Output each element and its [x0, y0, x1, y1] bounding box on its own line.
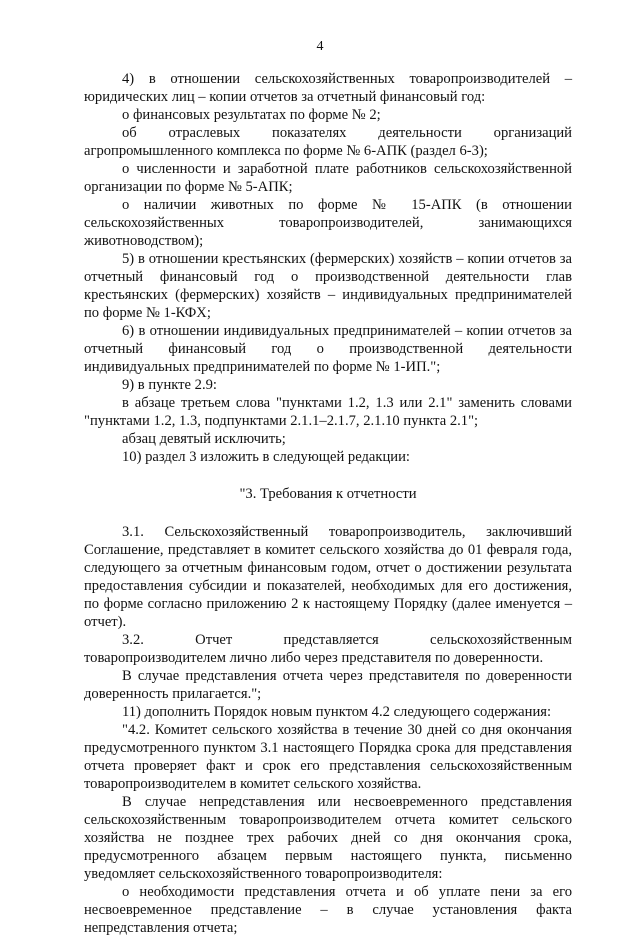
paragraph-nonsubmission: В случае непредставления или несвоевременного представления сельскохозяйственным товаропроизводителем отчета комитет сельского хозяйства не позднее трех рабочих дней со дня окончания срока, предусмотренного абзацем первым настоящего пункта, письменно уведомляет сельскохозяйственного товаропроизводителя:: [84, 794, 572, 882]
paragraph-exclude-ninth: абзац девятый исключить;: [122, 431, 286, 447]
paragraph-replace-words: в абзаце третьем слова "пунктами 1.2, 1.3 или 2.1" заменить словами "пунктами 1.2, 1.3, подпунктами 2.1.1–2.1.7, 2.1.10 пункта 2.1";: [84, 395, 572, 429]
paragraph-4-2: "4.2. Комитет сельского хозяйства в течение 30 дней со дня окончания предусмотренного пунктом 3.1 настоящего Порядка срока для представления отчета проверяет факт и срок его представления сельскохозяйственным товаропроизводителем в комитет сельского хозяйства.: [84, 722, 572, 792]
paragraph-item-6: 6) в отношении индивидуальных предпринимателей – копии отчетов за отчетный финансовый год о производственной деятельности индивидуальных предпринимателей по форме № 1-ИП.";: [84, 323, 572, 375]
paragraph-industry-indicators: об отраслевых показателях деятельности организаций агропромышленного комплекса по форме № 6-АПК (раздел 6-3);: [84, 125, 572, 159]
paragraph-financial-results: о финансовых результатах по форме № 2;: [122, 107, 381, 123]
paragraph-power-of-attorney: В случае представления отчета через представителя по доверенности доверенность прилагается.";: [84, 668, 572, 702]
paragraph-penalty: о необходимости представления отчета и об уплате пени за его несвоевременное представление – в случае установления факта непредставления отчета;: [84, 884, 572, 936]
paragraph-item-5: 5) в отношении крестьянских (фермерских) хозяйств – копии отчетов за отчетный финансовый год о производственной деятельности глав крестьянских (фермерских) хозяйств – индивидуальных предпринимателей по форме № 1-КФХ;: [84, 251, 572, 321]
paragraph-item-9: 9) в пункте 2.9:: [122, 377, 217, 393]
page-number: 4: [316, 39, 324, 54]
paragraph-item-4: 4) в отношении сельскохозяйственных товаропроизводителей – юридических лиц – копии отчетов за отчетный финансовый год:: [84, 71, 572, 105]
section-heading: "3. Требования к отчетности: [239, 486, 417, 502]
paragraph-item-10: 10) раздел 3 изложить в следующей редакции:: [122, 449, 410, 465]
paragraph-item-11: 11) дополнить Порядок новым пунктом 4.2 следующего содержания:: [122, 704, 552, 720]
paragraph-3-2: 3.2. Отчет представляется сельскохозяйственным товаропроизводителем лично либо через представителя по доверенности.: [84, 632, 572, 666]
paragraph-animals: о наличии животных по форме № 15-АПК (в отношении сельскохозяйственных товаропроизводителей, занимающихся животноводством);: [84, 197, 572, 249]
paragraph-staff-salary: о численности и заработной плате работников сельскохозяйственной организации по форме № 5-АПК;: [84, 161, 572, 195]
document-body: [84, 70, 572, 937]
paragraph-3-1: 3.1. Сельскохозяйственный товаропроизводитель, заключивший Соглашение, представляет в комитет сельского хозяйства до 01 февраля года, следующего за отчетным финансовым годом, отчет о достижении результата предоставления субсидии и показателей, необходимых для его достижения, по форме согласно приложению 2 к настоящему Порядку (далее именуется – отчет).: [84, 524, 572, 630]
